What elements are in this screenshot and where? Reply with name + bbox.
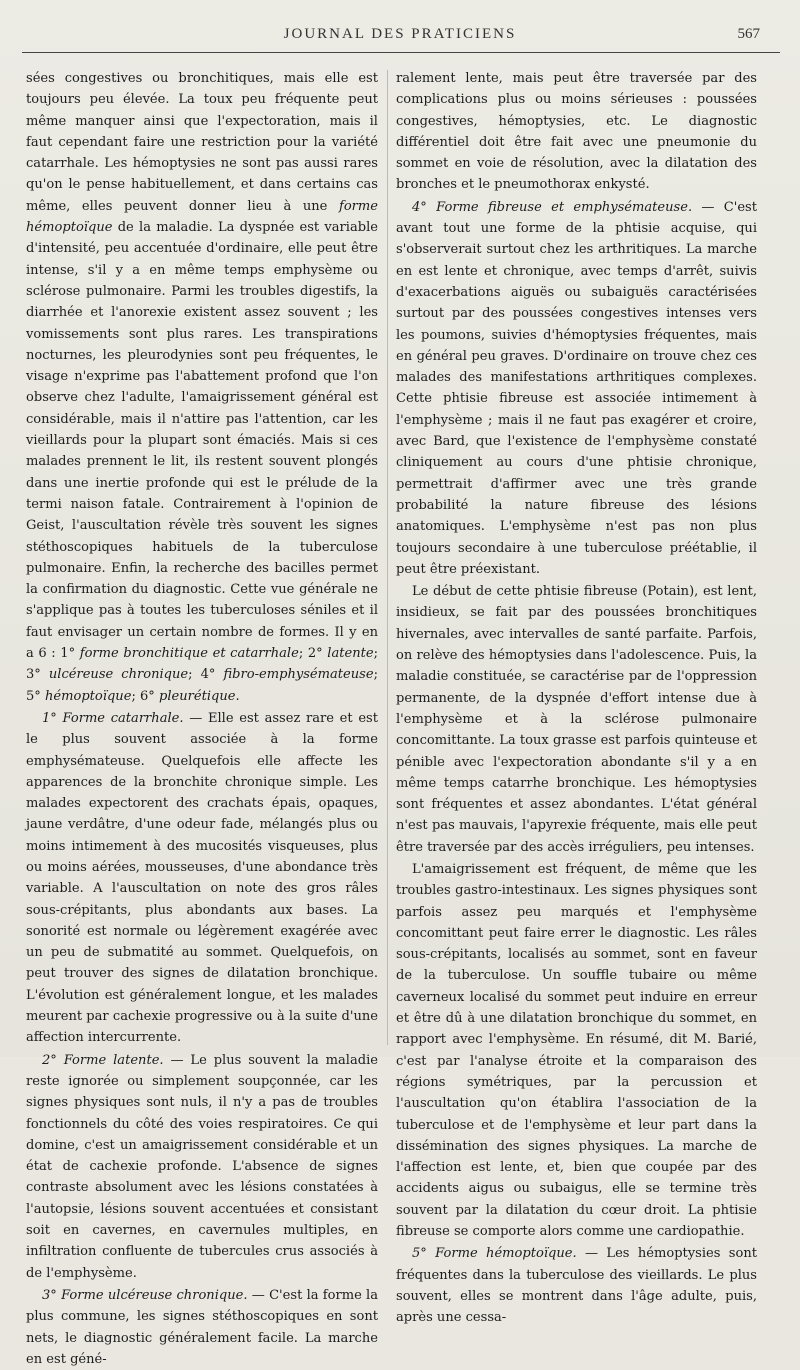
- section-heading: 5° Forme hémoptoïque.: [412, 1246, 577, 1262]
- form-separator: ; 4°: [188, 667, 216, 683]
- form-name: ulcéreuse chronique: [48, 667, 189, 683]
- page-number: 567: [737, 26, 760, 42]
- paragraph-amaigrissement: [396, 859, 757, 1242]
- paragraph-text: sées congestives ou bronchitiques, mais elle est toujours peu élevée. La toux peu fréquente peut même manquer ainsi que l'expectoration, mais il faut cependant faire une restriction pour la variété catarrhale. Les hémoptysies ne sont pas aussi rares qu'on le pense habituellement, et dans certains cas même, elles peuvent donner lieu à une: [26, 71, 378, 214]
- right-column: [396, 68, 757, 1329]
- paragraph-text: — Elle est assez rare et est le plus souvent associée à la forme emphysémateuse. Quelquefois elle affecte les apparences de la bronchite chronique simple. Les malades expectorent des crachats épais, opaques, jaune verdâtre, d'une odeur fade, mélangés plus ou moins intimement à des mucosités visqueuses, plus ou moins aérées, mousseuses, d'une abondance très variable. A l'auscultation on note des gros râles sous-crépitants, plus abondants aux bases. La sonorité est normale ou légèrement exagérée avec un peu de submatité au sommet. Quelquefois, on peut trouver des signes de dilatation bronchique. L'évolution est généralement longue, et les malades meurent par cachexie progressive ou à la suite d'une affection intercurrente.: [26, 710, 378, 1046]
- paragraph-text: de la maladie. La dyspnée est variable d'intensité, peu accentuée d'ordinaire, elle peut être intense, s'il y a en même temps emphysème ou sclérose pulmonaire. Parmi les troubles digestifs, la diarrhée et l'anorexie existent assez souvent ; les vomissements sont plus rares. Les transpirations nocturnes, les pleurodynies sont peu fréquentes, le visage n'exprime pas l'abattement profond que l'on observe chez l'adulte, l'amaigrissement général est considérable, mais il n'attire pas l'attention, car les vieillards pour la plupart sont émaciés. Mais si ces malades prennent le lit, ils restent souvent plongés dans une inertie profonde qui est le prélude de la termi naison fatale. Contrairement à l'opinion de Geist, l'auscultation révèle très souvent les signes stéthoscopiques habituels de la tuberculose pulmonaire. Enfin, la recherche des bacilles permet la confirmation du diagnostic. Cette vue générale ne s'applique pas à toutes les tuberculoses séniles et il faut envisager un certain nombre de formes. Il y en a 6 : 1°: [26, 220, 378, 662]
- page-header: [0, 20, 800, 48]
- paragraph-text: Le début de cette phtisie fibreuse (Potain), est lent, insidieux, se fait par des poussées bronchitiques hivernales, avec intervalles de santé parfaite. Parfois, on relève des hémoptysies dans l'adolescence. Puis, la maladie constituée, se caractérise par de l'oppression permanente, de la dyspnée d'effort intense due à l'emphysème et à la sclérose pulmonaire concomittante. La toux grasse est parfois quinteuse et pénible avec l'expectoration abondante s'il y a en même temps catarrhe bronchique. Les hémoptysies sont fréquentes et assez abondantes. L'état général n'est pas mauvais, l'apyrexie fréquente, mais elle peut être traversée par des accès irréguliers, peu intenses.: [396, 584, 757, 855]
- paragraph-forme-fibreuse: [396, 197, 757, 580]
- form-separator: ; 3°: [26, 646, 378, 683]
- form-name: latente: [327, 646, 374, 662]
- section-heading: 3° Forme ulcéreuse chronique.: [42, 1287, 248, 1303]
- section-heading: 1° Forme catarrhale.: [42, 710, 184, 726]
- column-divider: [387, 70, 388, 1045]
- form-separator: ; 2°: [298, 646, 323, 662]
- paragraph-forme-catarrhale: [26, 708, 378, 1049]
- running-title: JOURNAL DES PRATICIENS: [283, 26, 517, 42]
- section-heading: 2° Forme latente.: [42, 1052, 164, 1068]
- paragraph-forme-hemoptoique: [396, 1243, 757, 1328]
- paragraph-text: — Les hémoptysies sont fréquentes dans la tuberculose des vieillards. Le plus souvent, elles se montrent dans l'âge adulte, puis, après une cessa-: [396, 1246, 757, 1326]
- left-column: [26, 68, 378, 1370]
- form-separator: .: [235, 688, 240, 704]
- paragraph-continuation: [396, 68, 757, 196]
- form-name: forme bronchitique et catarrhale: [79, 646, 299, 662]
- header-rule: [22, 52, 780, 53]
- paragraph-forme-latente: [26, 1050, 378, 1284]
- form-separator: ; 6°: [131, 688, 155, 704]
- form-name: pleurétique: [158, 688, 236, 704]
- paragraph-forme-ulcereuse: [26, 1285, 378, 1370]
- paragraph-text: ralement lente, mais peut être traversée par des complications plus ou moins sérieuses : poussées congestives, hémoptysies, etc. Le diagnostic différentiel doit être fait avec une pneumonie du sommet en voie de résolution, avec la dilatation des bronches et le pneumothorax enkysté.: [396, 71, 757, 193]
- paragraph-text: L'amaigrissement est fréquent, de même que les troubles gastro-intestinaux. Les signes physiques sont parfois assez peu marqués et l'emphysème concomittant peut faire errer le diagnostic. Les râles sous-crépitants, localisés au sommet, sont en faveur de la tuberculose. Un souffle tubaire ou même caverneux localisé du sommet peut induire en erreur et être dû à une dilatation bronchique du sommet, en rapport avec l'emphysème. En résumé, dit M. Barié, c'est par l'analyse étroite et la comparaison des régions symétriques, par la percussion et l'auscultation qu'on établira l'association de la tuberculose et de l'emphysème et leur part dans la dissémination des signes physiques. La marche de l'affection est lente, et, bien que coupée par des accidents aigus ou subaigus, elle se termine très souvent par la dilatation du cœur droit. La phtisie fibreuse se comporte alors comme une cardiopathie.: [396, 861, 757, 1240]
- paragraph-text: — C'est la forme la plus commune, les signes stéthoscopiques en sont nets, le diagnostic généralement facile. La marche en est géné-: [26, 1287, 378, 1367]
- paragraph-text: — Le plus souvent la maladie reste ignorée ou simplement soupçonnée, car les signes physiques sont nuls, il n'y a pas de troubles fonctionnels du côté des voies respiratoires. Ce qui domine, c'est un amaigrissement considérable et un état de cachexie profonde. L'absence de signes contraste absolument avec les lésions constatées à l'autopsie, lésions souvent accentuées et consistant soit en cavernes, en cavernules multiples, en infiltration confluente de tubercules crus associés à de l'emphysème.: [26, 1052, 378, 1281]
- paragraph-text: — C'est avant tout une forme de la phtisie acquise, qui s'observerait surtout chez les arthritiques. La marche en est lente et chronique, avec temps d'arrêt, suivis d'exacerbations aiguës ou subaiguës caractérisées surtout par des poussées congestives intenses vers les poumons, suivies d'hémoptysies fréquentes, mais en général peu graves. D'ordinaire on trouve chez ces malades des manifestations arthritiques complexes. Cette phtisie fibreuse est associée intimement à l'emphysème ; mais il ne faut pas exagérer et croire, avec Bard, que l'existence de l'emphysème constaté cliniquement au cours d'une phtisie chronique, permettrait d'affirmer avec une très grande probabilité la nature fibreuse des lésions anatomiques. L'emphysème n'est pas non plus toujours secondaire à une tuberculose préétablie, il peut être préexistant.: [396, 199, 757, 577]
- form-separator: ; 5°: [26, 667, 378, 704]
- italic-term: forme hémoptoïque: [26, 198, 378, 236]
- section-heading: 4° Forme fibreuse et emphysémateuse.: [412, 199, 693, 215]
- form-name: fibro-emphysémateuse: [223, 667, 374, 683]
- paragraph-debut: [396, 581, 757, 858]
- paragraph-intro: [26, 68, 378, 707]
- form-name: hémoptoïque: [44, 688, 132, 704]
